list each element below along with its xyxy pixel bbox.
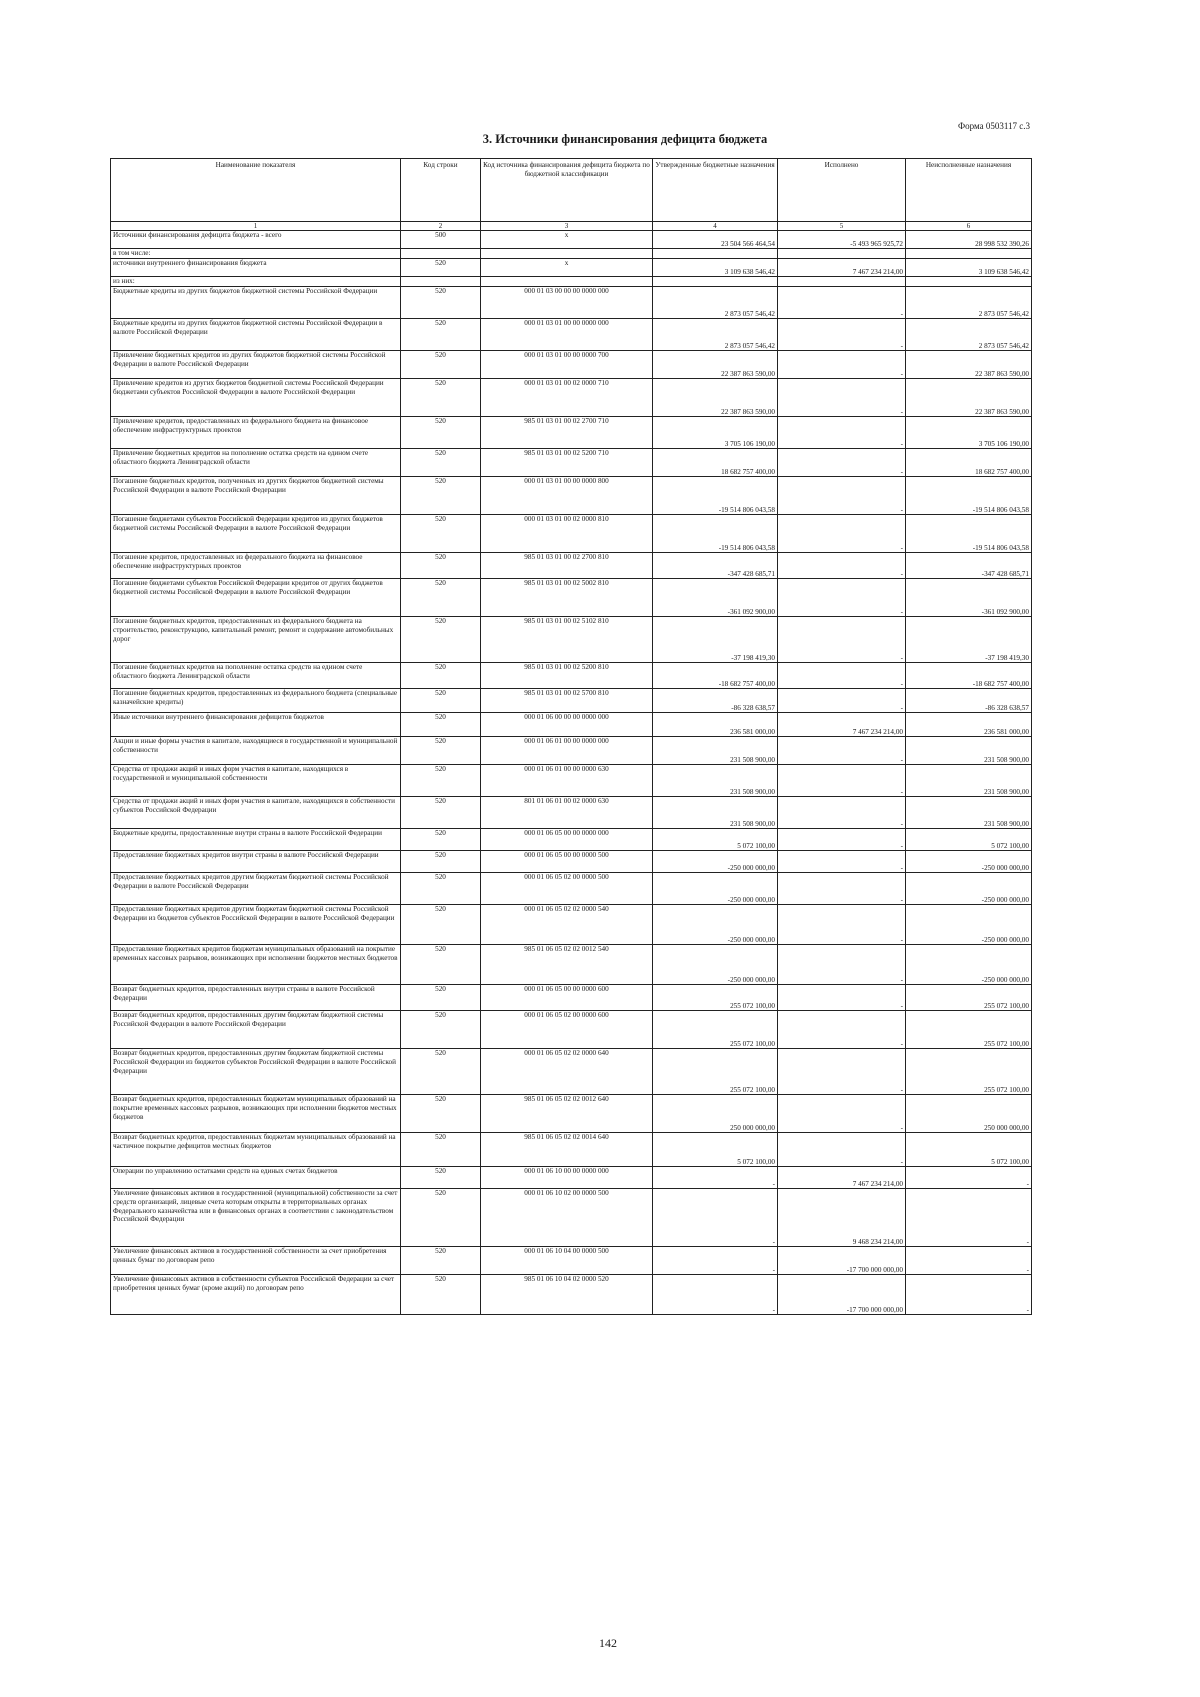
cell-source-code: 000 01 06 05 00 00 0000 600: [481, 985, 653, 1011]
cell-unexecuted: -250 000 000,00: [906, 905, 1032, 945]
cell-line-code: 520: [401, 1275, 481, 1315]
cell-source-code: [481, 249, 653, 259]
cell-source-code: 000 01 03 01 00 00 0000 800: [481, 477, 653, 515]
cell-source-code: 000 01 03 01 00 00 0000 000: [481, 319, 653, 351]
table-row: [111, 379, 1032, 417]
cell-executed: -: [778, 287, 906, 319]
table-row: [111, 985, 1032, 1011]
cell-indicator-name: Возврат бюджетных кредитов, предоставленных бюджетам муниципальных образований на частичное покрытие дефицитов местных бюджетов: [111, 1133, 401, 1167]
cell-executed: -: [778, 829, 906, 851]
table-row: [111, 449, 1032, 477]
cell-line-code: 520: [401, 713, 481, 737]
cell-indicator-name: Предоставление бюджетных кредитов внутри страны в валюте Российской Федерации: [111, 851, 401, 873]
cell-source-code: 000 01 06 10 04 00 0000 500: [481, 1247, 653, 1275]
cell-source-code: 985 01 06 05 02 02 0014 640: [481, 1133, 653, 1167]
cell-executed: -: [778, 797, 906, 829]
cell-source-code: 985 01 03 01 00 02 2700 810: [481, 553, 653, 579]
cell-indicator-name: Возврат бюджетных кредитов, предоставленных другим бюджетам бюджетной системы Российской Федерации в валюте Российской Федерации: [111, 1011, 401, 1049]
cell-approved: 23 504 566 464,54: [653, 231, 778, 249]
cell-unexecuted: -: [906, 1247, 1032, 1275]
cell-source-code: 985 01 03 01 00 02 5102 810: [481, 617, 653, 663]
cell-unexecuted: 255 072 100,00: [906, 1011, 1032, 1049]
cell-unexecuted: 18 682 757 400,00: [906, 449, 1032, 477]
cell-source-code: 985 01 03 01 00 02 5700 810: [481, 689, 653, 713]
table-row: [111, 905, 1032, 945]
cell-approved: 22 387 863 590,00: [653, 379, 778, 417]
cell-unexecuted: -86 328 638,57: [906, 689, 1032, 713]
cell-indicator-name: Возврат бюджетных кредитов, предоставленных внутри страны в валюте Российской Федерации: [111, 985, 401, 1011]
table-row: [111, 1095, 1032, 1133]
cell-approved: 255 072 100,00: [653, 985, 778, 1011]
cell-indicator-name: Погашение бюджетных кредитов, полученных из других бюджетов бюджетной системы Российской Федерации в валюте Российской Федерации: [111, 477, 401, 515]
cell-executed: -: [778, 417, 906, 449]
cell-executed: -: [778, 379, 906, 417]
cell-line-code: 520: [401, 553, 481, 579]
table-row: [111, 477, 1032, 515]
cell-indicator-name: Возврат бюджетных кредитов, предоставленных другим бюджетам бюджетной системы Российской Федерации из бюджетов субъектов Российской Федерации в валюте Российской Федерации: [111, 1049, 401, 1095]
cell-source-code: 000 01 06 01 00 00 0000 630: [481, 765, 653, 797]
cell-executed: -: [778, 477, 906, 515]
cell-line-code: 500: [401, 231, 481, 249]
cell-unexecuted: 231 508 900,00: [906, 737, 1032, 765]
cell-line-code: 520: [401, 1049, 481, 1095]
cell-line-code: 520: [401, 287, 481, 319]
cell-source-code: 000 01 03 00 00 00 0000 000: [481, 287, 653, 319]
cell-approved: 5 072 100,00: [653, 1133, 778, 1167]
header-line-code: Код строки: [401, 159, 481, 222]
cell-approved: [653, 277, 778, 287]
cell-line-code: 520: [401, 797, 481, 829]
cell-line-code: 520: [401, 689, 481, 713]
cell-unexecuted: 22 387 863 590,00: [906, 351, 1032, 379]
table-row: [111, 689, 1032, 713]
cell-source-code: 000 01 06 05 00 00 0000 000: [481, 829, 653, 851]
cell-executed: -: [778, 873, 906, 905]
cell-approved: -: [653, 1167, 778, 1189]
cell-executed: [778, 277, 906, 287]
cell-line-code: 520: [401, 765, 481, 797]
cell-unexecuted: 236 581 000,00: [906, 713, 1032, 737]
cell-indicator-name: из них:: [111, 277, 401, 287]
cell-unexecuted: -: [906, 1189, 1032, 1247]
cell-source-code: 000 01 06 05 02 02 0000 640: [481, 1049, 653, 1095]
cell-line-code: 520: [401, 515, 481, 553]
header-approved: Утвержденные бюджетные назначения: [653, 159, 778, 222]
table-row: [111, 1247, 1032, 1275]
cell-indicator-name: Источники финансирования дефицита бюджета - всего: [111, 231, 401, 249]
cell-unexecuted: -18 682 757 400,00: [906, 663, 1032, 689]
cell-executed: -: [778, 945, 906, 985]
cell-source-code: 801 01 06 01 00 02 0000 630: [481, 797, 653, 829]
table-row: [111, 579, 1032, 617]
cell-approved: 3 705 106 190,00: [653, 417, 778, 449]
cell-indicator-name: Акции и иные формы участия в капитале, находящиеся в государственной и муниципальной собственности: [111, 737, 401, 765]
column-number-row: [111, 222, 1032, 231]
cell-approved: -: [653, 1247, 778, 1275]
cell-unexecuted: 231 508 900,00: [906, 797, 1032, 829]
cell-source-code: 000 01 03 01 00 02 0000 710: [481, 379, 653, 417]
cell-source-code: 000 01 06 01 00 00 0000 000: [481, 737, 653, 765]
cell-approved: 236 581 000,00: [653, 713, 778, 737]
cell-line-code: 520: [401, 873, 481, 905]
page-number: 142: [599, 1636, 617, 1650]
cell-approved: -250 000 000,00: [653, 851, 778, 873]
cell-source-code: 000 01 06 05 02 00 0000 600: [481, 1011, 653, 1049]
cell-executed: -: [778, 1095, 906, 1133]
cell-indicator-name: Предоставление бюджетных кредитов бюджетам муниципальных образований на покрытие временных кассовых разрывов, возникающих при исполнении бюджетов местных бюджетов: [111, 945, 401, 985]
cell-indicator-name: Операции по управлению остатками средств на единых счетах бюджетов: [111, 1167, 401, 1189]
cell-source-code: 985 01 06 05 02 02 0012 640: [481, 1095, 653, 1133]
cell-unexecuted: 5 072 100,00: [906, 829, 1032, 851]
cell-executed: -: [778, 985, 906, 1011]
column-number: 6: [906, 222, 1032, 231]
cell-indicator-name: Бюджетные кредиты, предоставленные внутри страны в валюте Российской Федерации: [111, 829, 401, 851]
cell-line-code: 520: [401, 1189, 481, 1247]
cell-executed: 7 467 234 214,00: [778, 1167, 906, 1189]
header-source-code: Код источника финансирования дефицита бюджета по бюджетной классификации: [481, 159, 653, 222]
cell-approved: [653, 249, 778, 259]
cell-indicator-name: Бюджетные кредиты из других бюджетов бюджетной системы Российской Федерации в валюте Российской Федерации: [111, 319, 401, 351]
table-row: [111, 829, 1032, 851]
header-indicator-name: Наименование показателя: [111, 159, 401, 222]
cell-approved: 18 682 757 400,00: [653, 449, 778, 477]
cell-unexecuted: 255 072 100,00: [906, 1049, 1032, 1095]
cell-unexecuted: 231 508 900,00: [906, 765, 1032, 797]
cell-line-code: 520: [401, 905, 481, 945]
cell-unexecuted: -250 000 000,00: [906, 851, 1032, 873]
cell-source-code: 000 01 06 05 00 00 0000 500: [481, 851, 653, 873]
table-row: [111, 319, 1032, 351]
cell-executed: -: [778, 449, 906, 477]
cell-approved: -37 198 419,30: [653, 617, 778, 663]
cell-source-code: 000 01 03 01 00 02 0000 810: [481, 515, 653, 553]
cell-indicator-name: Предоставление бюджетных кредитов другим бюджетам бюджетной системы Российской Федерации из бюджетов субъектов Российской Федерации в валюте Российской Федерации: [111, 905, 401, 945]
cell-indicator-name: Погашение бюджетами субъектов Российской Федерации кредитов из других бюджетов бюджетной системы Российской Федерации в валюте Российской Федерации: [111, 515, 401, 553]
cell-line-code: 520: [401, 1167, 481, 1189]
cell-executed: -: [778, 579, 906, 617]
table-body: [111, 231, 1032, 1315]
cell-approved: 231 508 900,00: [653, 797, 778, 829]
cell-approved: -18 682 757 400,00: [653, 663, 778, 689]
cell-line-code: 520: [401, 829, 481, 851]
cell-line-code: 520: [401, 663, 481, 689]
table-row: [111, 259, 1032, 277]
cell-indicator-name: Привлечение бюджетных кредитов на пополнение остатка средств на едином счете областного бюджета Ленинградской области: [111, 449, 401, 477]
cell-executed: -: [778, 617, 906, 663]
cell-source-code: 000 01 06 10 00 00 0000 000: [481, 1167, 653, 1189]
table-header-row: [111, 159, 1032, 222]
table-row: [111, 663, 1032, 689]
cell-executed: -: [778, 737, 906, 765]
cell-indicator-name: Погашение кредитов, предоставленных из федерального бюджета на финансовое обеспечение инфраструктурных проектов: [111, 553, 401, 579]
cell-line-code: 520: [401, 449, 481, 477]
cell-indicator-name: Средства от продажи акций и иных форм участия в капитале, находящихся в государственной и муниципальной собственности: [111, 765, 401, 797]
cell-source-code: 000 01 06 10 02 00 0000 500: [481, 1189, 653, 1247]
table-row: [111, 417, 1032, 449]
cell-line-code: 520: [401, 737, 481, 765]
cell-executed: -17 700 000 000,00: [778, 1275, 906, 1315]
cell-line-code: 520: [401, 851, 481, 873]
cell-unexecuted: 3 109 638 546,42: [906, 259, 1032, 277]
cell-line-code: 520: [401, 1247, 481, 1275]
cell-indicator-name: Увеличение финансовых активов в государственной (муниципальной) собственности за счет средств организаций, лицевые счета которым открыты в территориальных органах Федерального казначейства или в финансовых органах в соответствии с законодательством Российской Федерации: [111, 1189, 401, 1247]
cell-indicator-name: Иные источники внутреннего финансирования дефицитов бюджетов: [111, 713, 401, 737]
report-title: 3. Источники финансирования дефицита бюджета: [482, 132, 768, 146]
column-number: 5: [778, 222, 906, 231]
cell-unexecuted: -347 428 685,71: [906, 553, 1032, 579]
cell-approved: -19 514 806 043,58: [653, 515, 778, 553]
cell-approved: -19 514 806 043,58: [653, 477, 778, 515]
table-row: [111, 515, 1032, 553]
table-row: [111, 617, 1032, 663]
cell-executed: -: [778, 765, 906, 797]
cell-approved: -250 000 000,00: [653, 905, 778, 945]
cell-executed: -: [778, 663, 906, 689]
cell-unexecuted: -: [906, 1275, 1032, 1315]
column-number: 2: [401, 222, 481, 231]
cell-executed: -5 493 965 925,72: [778, 231, 906, 249]
cell-executed: 9 468 234 214,00: [778, 1189, 906, 1247]
cell-unexecuted: [906, 277, 1032, 287]
cell-approved: -250 000 000,00: [653, 945, 778, 985]
table-row: [111, 945, 1032, 985]
table-row: [111, 553, 1032, 579]
cell-source-code: 985 01 03 01 00 02 5002 810: [481, 579, 653, 617]
table-row: [111, 1189, 1032, 1247]
cell-executed: -: [778, 851, 906, 873]
cell-unexecuted: 255 072 100,00: [906, 985, 1032, 1011]
header-unexecuted: Неисполненные назначения: [906, 159, 1032, 222]
cell-indicator-name: Погашение бюджетных кредитов на пополнение остатка средств на едином счете областного бюджета Ленинградской области: [111, 663, 401, 689]
cell-executed: 7 467 234 214,00: [778, 259, 906, 277]
cell-indicator-name: Погашение бюджетных кредитов, предоставленных из федерального бюджета (специальные казначейские кредиты): [111, 689, 401, 713]
cell-unexecuted: -250 000 000,00: [906, 945, 1032, 985]
cell-approved: 2 873 057 546,42: [653, 287, 778, 319]
cell-unexecuted: -361 092 900,00: [906, 579, 1032, 617]
cell-source-code: 985 01 06 05 02 02 0012 540: [481, 945, 653, 985]
cell-approved: -347 428 685,71: [653, 553, 778, 579]
cell-indicator-name: Возврат бюджетных кредитов, предоставленных бюджетам муниципальных образований на покрытие временных кассовых разрывов, возникающих при исполнении бюджетов местных бюджетов: [111, 1095, 401, 1133]
cell-approved: 255 072 100,00: [653, 1011, 778, 1049]
cell-line-code: 520: [401, 945, 481, 985]
cell-approved: 2 873 057 546,42: [653, 319, 778, 351]
cell-approved: 231 508 900,00: [653, 765, 778, 797]
cell-unexecuted: -250 000 000,00: [906, 873, 1032, 905]
table-row: [111, 1049, 1032, 1095]
cell-unexecuted: 2 873 057 546,42: [906, 287, 1032, 319]
cell-line-code: 520: [401, 985, 481, 1011]
cell-source-code: 985 01 03 01 00 02 5200 710: [481, 449, 653, 477]
cell-approved: -250 000 000,00: [653, 873, 778, 905]
table-row: [111, 1133, 1032, 1167]
column-number: 4: [653, 222, 778, 231]
cell-unexecuted: -19 514 806 043,58: [906, 477, 1032, 515]
cell-indicator-name: Предоставление бюджетных кредитов другим бюджетам бюджетной системы Российской Федерации в валюте Российской Федерации: [111, 873, 401, 905]
table-row: [111, 1167, 1032, 1189]
cell-line-code: [401, 277, 481, 287]
cell-line-code: 520: [401, 477, 481, 515]
financing-sources-table: [110, 158, 1032, 1315]
cell-line-code: 520: [401, 319, 481, 351]
cell-unexecuted: 2 873 057 546,42: [906, 319, 1032, 351]
cell-approved: -: [653, 1275, 778, 1315]
cell-line-code: 520: [401, 351, 481, 379]
cell-indicator-name: Привлечение кредитов, предоставленных из федерального бюджета на финансовое обеспечение инфраструктурных проектов: [111, 417, 401, 449]
cell-approved: 22 387 863 590,00: [653, 351, 778, 379]
cell-indicator-name: Погашение бюджетных кредитов, предоставленных из федерального бюджета на строительство, реконструкцию, капитальный ремонт, ремонт и содержание автомобильных дорог: [111, 617, 401, 663]
cell-approved: 5 072 100,00: [653, 829, 778, 851]
table-row: [111, 737, 1032, 765]
cell-executed: -: [778, 905, 906, 945]
cell-source-code: 000 01 06 05 02 00 0000 500: [481, 873, 653, 905]
cell-source-code: [481, 277, 653, 287]
cell-source-code: 985 01 03 01 00 02 5200 810: [481, 663, 653, 689]
cell-indicator-name: Средства от продажи акций и иных форм участия в капитале, находящихся в собственности субъектов Российской Федерации: [111, 797, 401, 829]
table-row: [111, 249, 1032, 259]
cell-source-code: 985 01 03 01 00 02 2700 710: [481, 417, 653, 449]
cell-line-code: 520: [401, 579, 481, 617]
table-row: [111, 287, 1032, 319]
cell-unexecuted: 28 998 532 390,26: [906, 231, 1032, 249]
cell-source-code: 000 01 06 00 00 00 0000 000: [481, 713, 653, 737]
cell-line-code: 520: [401, 259, 481, 277]
cell-executed: -: [778, 515, 906, 553]
cell-indicator-name: Бюджетные кредиты из других бюджетов бюджетной системы Российской Федерации: [111, 287, 401, 319]
cell-approved: -361 092 900,00: [653, 579, 778, 617]
cell-indicator-name: Привлечение кредитов из других бюджетов бюджетной системы Российской Федерации бюджетами субъектов Российской Федерации в валюте Российской Федерации: [111, 379, 401, 417]
cell-unexecuted: 250 000 000,00: [906, 1095, 1032, 1133]
form-code: Форма 0503117 с.3: [957, 121, 1030, 131]
header-executed: Исполнено: [778, 159, 906, 222]
table-row: [111, 351, 1032, 379]
cell-executed: -: [778, 1011, 906, 1049]
cell-source-code: x: [481, 259, 653, 277]
cell-executed: -: [778, 319, 906, 351]
cell-source-code: x: [481, 231, 653, 249]
cell-line-code: 520: [401, 379, 481, 417]
cell-executed: 7 467 234 214,00: [778, 713, 906, 737]
cell-indicator-name: Увеличение финансовых активов в государственной собственности за счет приобретения ценных бумаг по договорам репо: [111, 1247, 401, 1275]
cell-indicator-name: источники внутреннего финансирования бюджета: [111, 259, 401, 277]
cell-line-code: [401, 249, 481, 259]
cell-unexecuted: [906, 249, 1032, 259]
table-row: [111, 231, 1032, 249]
cell-approved: 3 109 638 546,42: [653, 259, 778, 277]
cell-approved: 231 508 900,00: [653, 737, 778, 765]
cell-unexecuted: -37 198 419,30: [906, 617, 1032, 663]
table-row: [111, 277, 1032, 287]
cell-approved: 255 072 100,00: [653, 1049, 778, 1095]
cell-executed: [778, 249, 906, 259]
table-row: [111, 797, 1032, 829]
column-number: 3: [481, 222, 653, 231]
table-row: [111, 1275, 1032, 1315]
cell-executed: -: [778, 553, 906, 579]
cell-line-code: 520: [401, 417, 481, 449]
cell-executed: -: [778, 1133, 906, 1167]
cell-line-code: 520: [401, 617, 481, 663]
table-row: [111, 851, 1032, 873]
table-row: [111, 873, 1032, 905]
cell-source-code: 985 01 06 10 04 02 0000 520: [481, 1275, 653, 1315]
cell-unexecuted: -19 514 806 043,58: [906, 515, 1032, 553]
cell-indicator-name: Увеличение финансовых активов в собственности субъектов Российской Федерации за счет приобретения ценных бумаг (кроме акций) по договорам репо: [111, 1275, 401, 1315]
cell-unexecuted: 22 387 863 590,00: [906, 379, 1032, 417]
cell-approved: -: [653, 1189, 778, 1247]
cell-indicator-name: Привлечение бюджетных кредитов из других бюджетов бюджетной системы Российской Федерации в валюте Российской Федерации: [111, 351, 401, 379]
table-row: [111, 713, 1032, 737]
cell-unexecuted: 5 072 100,00: [906, 1133, 1032, 1167]
cell-indicator-name: Погашение бюджетами субъектов Российской Федерации кредитов от других бюджетов бюджетной системы Российской Федерации в валюте Российской Федерации: [111, 579, 401, 617]
cell-unexecuted: 3 705 106 190,00: [906, 417, 1032, 449]
cell-executed: -17 700 000 000,00: [778, 1247, 906, 1275]
cell-source-code: 000 01 03 01 00 00 0000 700: [481, 351, 653, 379]
cell-executed: -: [778, 689, 906, 713]
cell-executed: -: [778, 1049, 906, 1095]
cell-source-code: 000 01 06 05 02 02 0000 540: [481, 905, 653, 945]
cell-unexecuted: -: [906, 1167, 1032, 1189]
cell-line-code: 520: [401, 1133, 481, 1167]
cell-line-code: 520: [401, 1095, 481, 1133]
table-row: [111, 1011, 1032, 1049]
cell-line-code: 520: [401, 1011, 481, 1049]
cell-approved: -86 328 638,57: [653, 689, 778, 713]
cell-approved: 250 000 000,00: [653, 1095, 778, 1133]
cell-indicator-name: в том числе:: [111, 249, 401, 259]
column-number: 1: [111, 222, 401, 231]
cell-executed: -: [778, 351, 906, 379]
table-row: [111, 765, 1032, 797]
